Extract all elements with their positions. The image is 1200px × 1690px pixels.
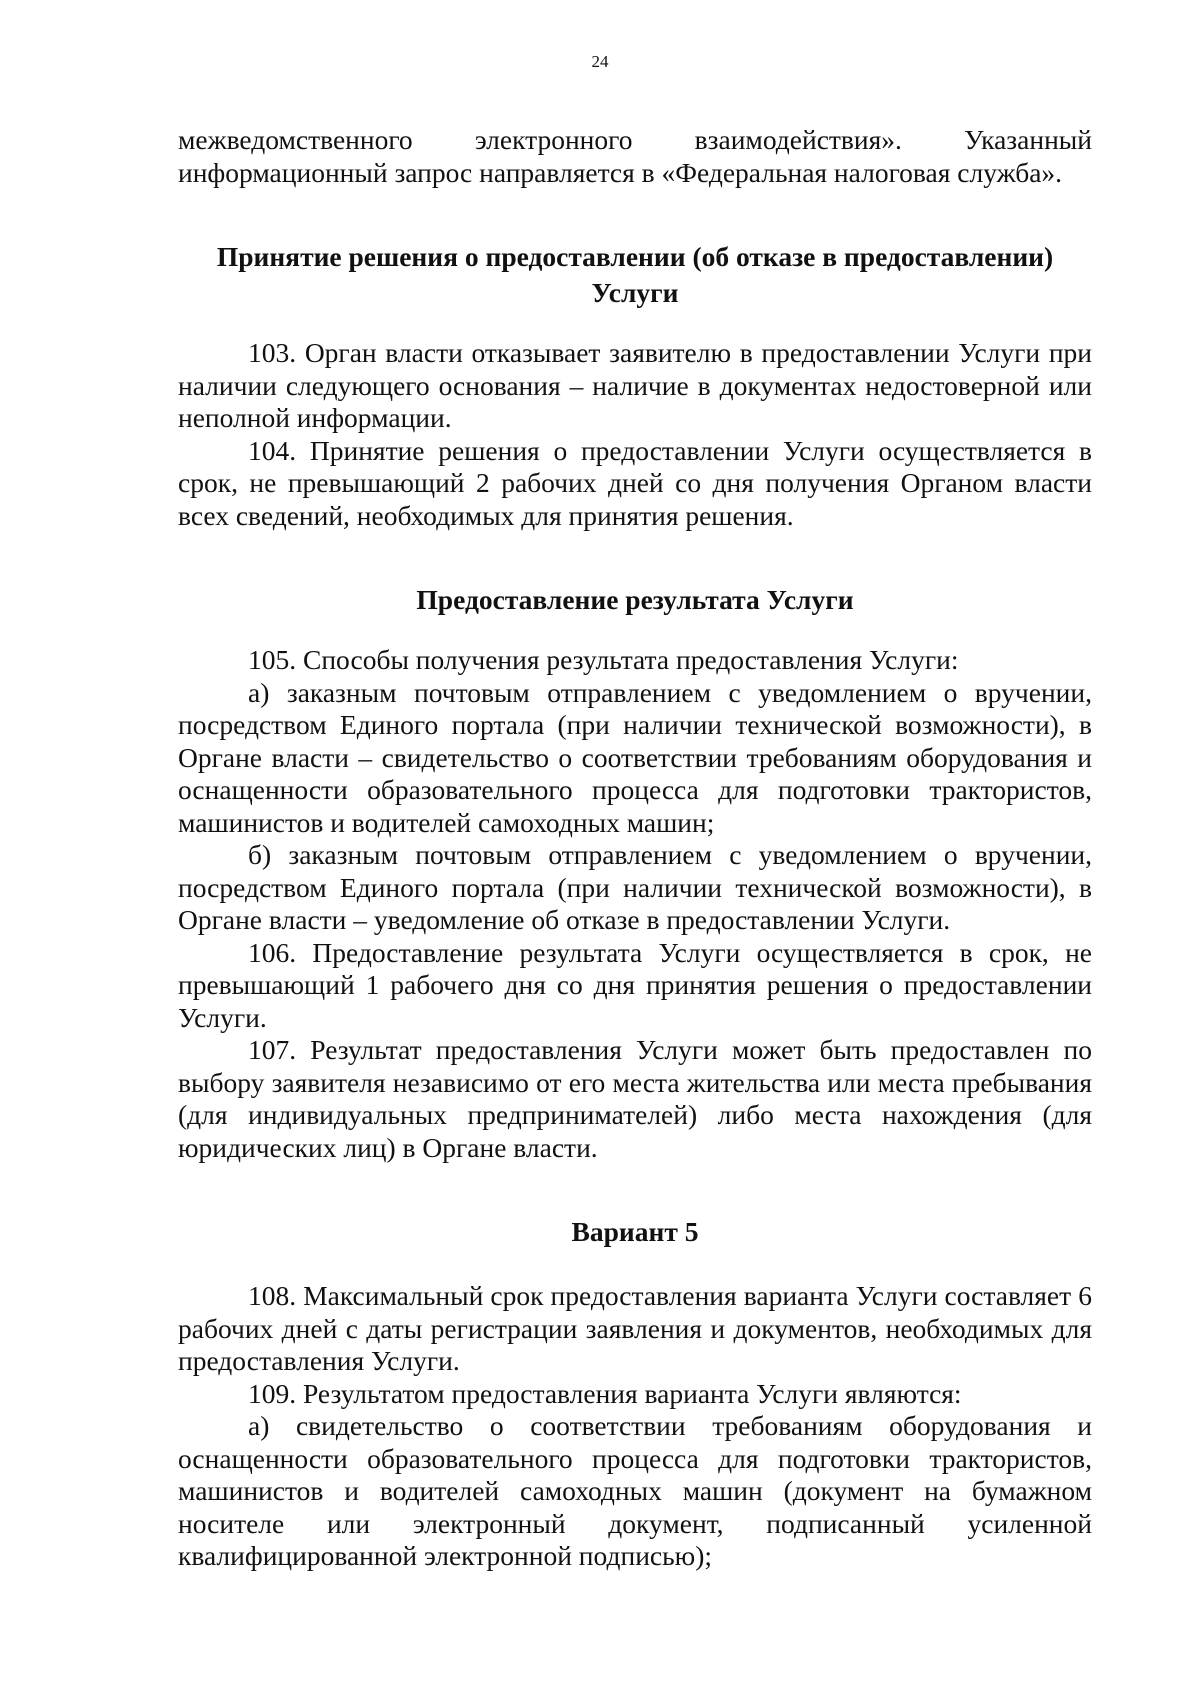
heading-variant-5: Вариант 5 <box>571 1216 699 1247</box>
paragraph-105a: а) заказным почтовым отправлением с уведомлением о вручении, посредством Единого портала (при наличии технической возможности), в Органе власти – свидетельство о соответствии требованиям оборудования и оснащенности образовательного процесса для подготовки трактористов, машинистов и водителей самоходных машин; <box>178 676 1092 838</box>
paragraph-109: 109. Результатом предоставления варианта Услуги являются: <box>248 1377 962 1409</box>
opening-paragraph: межведомственного электронного взаимодействия». Указанный информационный запрос направляется в «Федеральная налоговая служба». <box>178 124 1092 188</box>
paragraph-105: 105. Способы получения результата предоставления Услуги: <box>248 644 959 675</box>
heading-result: Предоставление результата Услуги <box>416 584 854 615</box>
paragraph-105b: б) заказным почтовым отправлением с уведомлением о вручении, посредством Единого портала (при наличии технической возможности), в Органе власти – уведомление об отказе в предоставлении Услуги. <box>178 839 1092 935</box>
paragraph-106: 106. Предоставление результата Услуги осуществляется в срок, не превышающий 1 рабочего дня со дня принятия решения о предоставлении Услуги. <box>178 936 1092 1033</box>
heading-decision-line1: Принятие решения о предоставлении (об отказе в предоставлении) <box>216 241 1054 272</box>
paragraph-108: 108. Максимальный срок предоставления варианта Услуги составляет 6 рабочих дней с даты регистрации заявления и документов, необходимых для предоставления Услуги. <box>178 1280 1092 1376</box>
paragraph-109a: а) свидетельство о соответствии требованиям оборудования и оснащенности образовательного процесса для подготовки трактористов, машинистов и водителей самоходных машин (документ на бумажном носителе или электронный документ, подписанный усиленной квалифицированной электронной подписью); <box>178 1410 1092 1571</box>
paragraph-103: 103. Орган власти отказывает заявителю в предоставлении Услуги при наличии следующего основания – наличие в документах недостоверной или неполной информации. <box>178 337 1092 433</box>
paragraph-107: 107. Результат предоставления Услуги может быть предоставлен по выбору заявителя независимо от его места жительства или места пребывания (для индивидуальных предпринимателей) либо места нахождения (для юридических лиц) в Органе власти. <box>178 1034 1092 1163</box>
page-number: 24 <box>591 52 609 71</box>
paragraph-104: 104. Принятие решения о предоставлении Услуги осуществляется в срок, не превышающий 2 рабочих дней со дня получения Органом власти всех сведений, необходимых для принятия решения. <box>178 434 1092 531</box>
heading-decision <box>178 239 1092 311</box>
document-body <box>178 124 1092 1573</box>
heading-decision-line2: Услуги <box>591 277 679 308</box>
